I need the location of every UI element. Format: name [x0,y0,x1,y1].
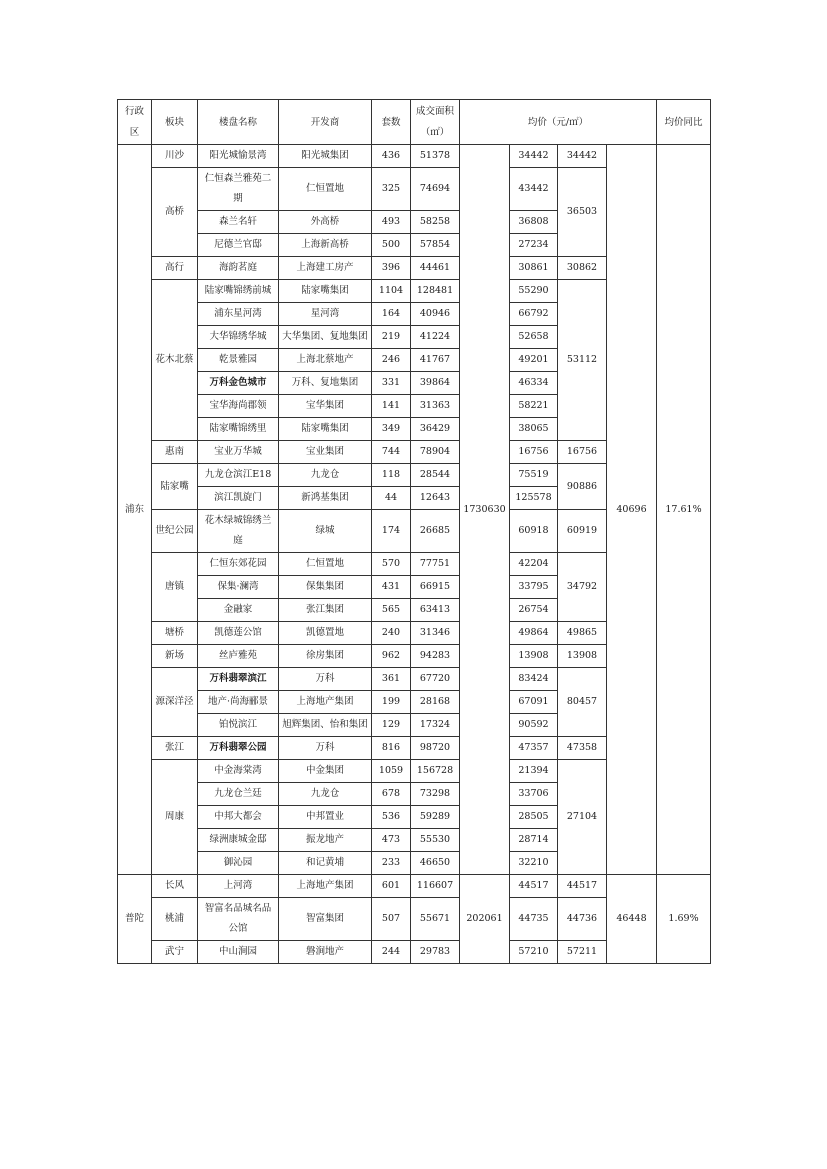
area-cell: 44461 [411,257,460,280]
area-cell: 26685 [411,510,460,553]
header-developer: 开发商 [279,100,372,145]
block-cell: 花木北蔡 [152,280,198,441]
block-cell: 武宁 [152,941,198,964]
developer-cell: 新鸿基集团 [279,487,372,510]
block-avg-price-cell: 53112 [558,280,607,441]
project-name-cell: 尼德兰官邸 [198,234,279,257]
project-price-cell: 44735 [510,898,558,941]
block-cell: 张江 [152,737,198,760]
units-cell: 199 [372,691,411,714]
units-cell: 816 [372,737,411,760]
area-cell: 116607 [411,875,460,898]
project-price-cell: 30861 [510,257,558,280]
block-cell: 源深洋泾 [152,668,198,737]
area-cell: 46650 [411,852,460,875]
block-cell: 世纪公园 [152,510,198,553]
units-cell: 570 [372,553,411,576]
project-name-cell: 丝庐雅苑 [198,645,279,668]
project-price-cell: 33795 [510,576,558,599]
units-cell: 431 [372,576,411,599]
developer-cell: 陆家嘴集团 [279,418,372,441]
units-cell: 744 [372,441,411,464]
block-cell: 长风 [152,875,198,898]
area-cell: 73298 [411,783,460,806]
district-yoy-cell: 1.69% [657,875,711,964]
units-cell: 962 [372,645,411,668]
developer-cell: 万科 [279,737,372,760]
table-row [118,875,711,898]
area-cell: 31346 [411,622,460,645]
area-cell: 67720 [411,668,460,691]
area-cell: 39864 [411,372,460,395]
header-row [118,100,711,145]
block-avg-price-cell: 60919 [558,510,607,553]
table-body [118,145,711,964]
project-name-cell: 滨江凯旋门 [198,487,279,510]
area-cell: 59289 [411,806,460,829]
project-name-cell: 御沁园 [198,852,279,875]
units-cell: 129 [372,714,411,737]
project-name-cell: 宝华海尚郡领 [198,395,279,418]
developer-cell: 星河湾 [279,303,372,326]
units-cell: 331 [372,372,411,395]
area-cell: 17324 [411,714,460,737]
district-total-area-cell: 202061 [460,875,510,964]
project-name-cell: 上河湾 [198,875,279,898]
project-name-cell: 阳光城愉景湾 [198,145,279,168]
area-cell: 28544 [411,464,460,487]
project-name-cell: 中邦大都会 [198,806,279,829]
developer-cell: 九龙仓 [279,464,372,487]
district-avg-price-cell: 40696 [607,145,657,875]
units-cell: 141 [372,395,411,418]
units-cell: 44 [372,487,411,510]
project-price-cell: 58221 [510,395,558,418]
project-name-cell: 仁恒森兰雅苑二期 [198,168,279,211]
area-cell: 31363 [411,395,460,418]
units-cell: 219 [372,326,411,349]
area-cell: 128481 [411,280,460,303]
developer-cell: 磐涧地产 [279,941,372,964]
developer-cell: 仁恒置地 [279,168,372,211]
units-cell: 240 [372,622,411,645]
area-cell: 41224 [411,326,460,349]
project-price-cell: 75519 [510,464,558,487]
block-avg-price-cell: 57211 [558,941,607,964]
header-yoy: 均价同比 [657,100,711,145]
project-name-cell: 绿洲康城金邸 [198,829,279,852]
area-cell: 156728 [411,760,460,783]
area-cell: 55671 [411,898,460,941]
block-avg-price-cell: 44517 [558,875,607,898]
project-name-cell: 海韵茗庭 [198,257,279,280]
units-cell: 493 [372,211,411,234]
units-cell: 361 [372,668,411,691]
units-cell: 536 [372,806,411,829]
units-cell: 349 [372,418,411,441]
project-price-cell: 52658 [510,326,558,349]
project-price-cell: 90592 [510,714,558,737]
block-cell: 桃浦 [152,898,198,941]
district-cell: 普陀 [118,875,152,964]
area-cell: 51378 [411,145,460,168]
units-cell: 396 [372,257,411,280]
area-cell: 63413 [411,599,460,622]
units-cell: 174 [372,510,411,553]
district-total-area-cell: 1730630 [460,145,510,875]
area-cell: 57854 [411,234,460,257]
developer-cell: 陆家嘴集团 [279,280,372,303]
header-block: 板块 [152,100,198,145]
project-price-cell: 47357 [510,737,558,760]
units-cell: 233 [372,852,411,875]
developer-cell: 保集集团 [279,576,372,599]
project-price-cell: 21394 [510,760,558,783]
developer-cell: 上海新高桥 [279,234,372,257]
developer-cell: 上海地产集团 [279,691,372,714]
project-name-cell: 森兰名轩 [198,211,279,234]
project-price-cell: 38065 [510,418,558,441]
developer-cell: 上海建工房产 [279,257,372,280]
block-cell: 唐镇 [152,553,198,622]
project-price-cell: 28505 [510,806,558,829]
developer-cell: 凯德置地 [279,622,372,645]
block-cell: 高桥 [152,168,198,257]
block-avg-price-cell: 44736 [558,898,607,941]
developer-cell: 仁恒置地 [279,553,372,576]
project-price-cell: 32210 [510,852,558,875]
project-price-cell: 67091 [510,691,558,714]
units-cell: 325 [372,168,411,211]
project-name-cell: 铂悦滨江 [198,714,279,737]
project-price-cell: 13908 [510,645,558,668]
developer-cell: 徐房集团 [279,645,372,668]
units-cell: 507 [372,898,411,941]
area-cell: 77751 [411,553,460,576]
block-avg-price-cell: 27104 [558,760,607,875]
block-cell: 陆家嘴 [152,464,198,510]
area-cell: 98720 [411,737,460,760]
project-name-cell: 九龙仓兰廷 [198,783,279,806]
block-avg-price-cell: 34442 [558,145,607,168]
area-cell: 28168 [411,691,460,714]
project-name-cell: 地产·尚海郦景 [198,691,279,714]
block-cell: 川沙 [152,145,198,168]
developer-cell: 中邦置业 [279,806,372,829]
developer-cell: 上海地产集团 [279,875,372,898]
project-price-cell: 57210 [510,941,558,964]
project-price-cell: 55290 [510,280,558,303]
project-name-cell: 凯德莲公馆 [198,622,279,645]
developer-cell: 智富集团 [279,898,372,941]
area-cell: 74694 [411,168,460,211]
developer-cell: 上海北蔡地产 [279,349,372,372]
housing-sales-table [117,99,711,964]
developer-cell: 绿城 [279,510,372,553]
developer-cell: 振龙地产 [279,829,372,852]
project-name-cell: 智富名品城名品公馆 [198,898,279,941]
block-avg-price-cell: 47358 [558,737,607,760]
project-name-cell: 金融家 [198,599,279,622]
units-cell: 244 [372,941,411,964]
units-cell: 436 [372,145,411,168]
area-cell: 36429 [411,418,460,441]
developer-cell: 外高桥 [279,211,372,234]
block-cell: 新场 [152,645,198,668]
project-price-cell: 16756 [510,441,558,464]
developer-cell: 旭辉集团、怡和集团 [279,714,372,737]
header-units: 套数 [372,100,411,145]
block-avg-price-cell: 80457 [558,668,607,737]
block-cell: 周康 [152,760,198,875]
table-row [118,145,711,168]
project-price-cell: 27234 [510,234,558,257]
project-name-cell: 花木绿城锦绣兰庭 [198,510,279,553]
project-price-cell: 66792 [510,303,558,326]
block-avg-price-cell: 16756 [558,441,607,464]
units-cell: 565 [372,599,411,622]
project-price-cell: 46334 [510,372,558,395]
units-cell: 500 [372,234,411,257]
project-name-cell: 万科翡翠滨江 [198,668,279,691]
project-price-cell: 34442 [510,145,558,168]
developer-cell: 阳光城集团 [279,145,372,168]
developer-cell: 中金集团 [279,760,372,783]
block-avg-price-cell: 36503 [558,168,607,257]
developer-cell: 张江集团 [279,599,372,622]
area-cell: 55530 [411,829,460,852]
block-avg-price-cell: 90886 [558,464,607,510]
block-cell: 惠南 [152,441,198,464]
header-avg-price: 均价（元/㎡） [460,100,657,145]
area-cell: 78904 [411,441,460,464]
project-price-cell: 44517 [510,875,558,898]
project-name-cell: 保集·澜湾 [198,576,279,599]
project-name-cell: 大华锦绣华城 [198,326,279,349]
project-name-cell: 中金海棠湾 [198,760,279,783]
units-cell: 1059 [372,760,411,783]
area-cell: 41767 [411,349,460,372]
project-price-cell: 49864 [510,622,558,645]
block-avg-price-cell: 13908 [558,645,607,668]
units-cell: 1104 [372,280,411,303]
project-name-cell: 万科金色城市 [198,372,279,395]
project-price-cell: 42204 [510,553,558,576]
project-name-cell: 中山涧园 [198,941,279,964]
units-cell: 601 [372,875,411,898]
project-name-cell: 浦东星河湾 [198,303,279,326]
units-cell: 473 [372,829,411,852]
project-name-cell: 仁恒东郊花园 [198,553,279,576]
block-cell: 塘桥 [152,622,198,645]
developer-cell: 宝业集团 [279,441,372,464]
area-cell: 12643 [411,487,460,510]
project-name-cell: 陆家嘴锦绣里 [198,418,279,441]
district-avg-price-cell: 46448 [607,875,657,964]
units-cell: 164 [372,303,411,326]
project-price-cell: 36808 [510,211,558,234]
district-yoy-cell: 17.61% [657,145,711,875]
housing-sales-sheet [117,99,710,964]
project-price-cell: 60918 [510,510,558,553]
units-cell: 246 [372,349,411,372]
project-price-cell: 28714 [510,829,558,852]
developer-cell: 万科、复地集团 [279,372,372,395]
project-name-cell: 陆家嘴锦绣前城 [198,280,279,303]
project-name-cell: 乾景雅园 [198,349,279,372]
header-area: 成交面积（㎡） [411,100,460,145]
project-price-cell: 83424 [510,668,558,691]
header-district: 行政区 [118,100,152,145]
district-cell: 浦东 [118,145,152,875]
project-name-cell: 宝业万华城 [198,441,279,464]
block-avg-price-cell: 49865 [558,622,607,645]
developer-cell: 九龙仓 [279,783,372,806]
project-price-cell: 125578 [510,487,558,510]
block-avg-price-cell: 30862 [558,257,607,280]
project-price-cell: 43442 [510,168,558,211]
area-cell: 94283 [411,645,460,668]
area-cell: 29783 [411,941,460,964]
developer-cell: 万科 [279,668,372,691]
area-cell: 40946 [411,303,460,326]
project-price-cell: 33706 [510,783,558,806]
project-name-cell: 万科翡翠公园 [198,737,279,760]
area-cell: 66915 [411,576,460,599]
project-name-cell: 九龙仓滨江E18 [198,464,279,487]
units-cell: 678 [372,783,411,806]
developer-cell: 和记黄埔 [279,852,372,875]
block-avg-price-cell: 34792 [558,553,607,622]
project-price-cell: 49201 [510,349,558,372]
project-price-cell: 26754 [510,599,558,622]
header-project-name: 楼盘名称 [198,100,279,145]
area-cell: 58258 [411,211,460,234]
developer-cell: 大华集团、复地集团 [279,326,372,349]
developer-cell: 宝华集团 [279,395,372,418]
block-cell: 高行 [152,257,198,280]
units-cell: 118 [372,464,411,487]
